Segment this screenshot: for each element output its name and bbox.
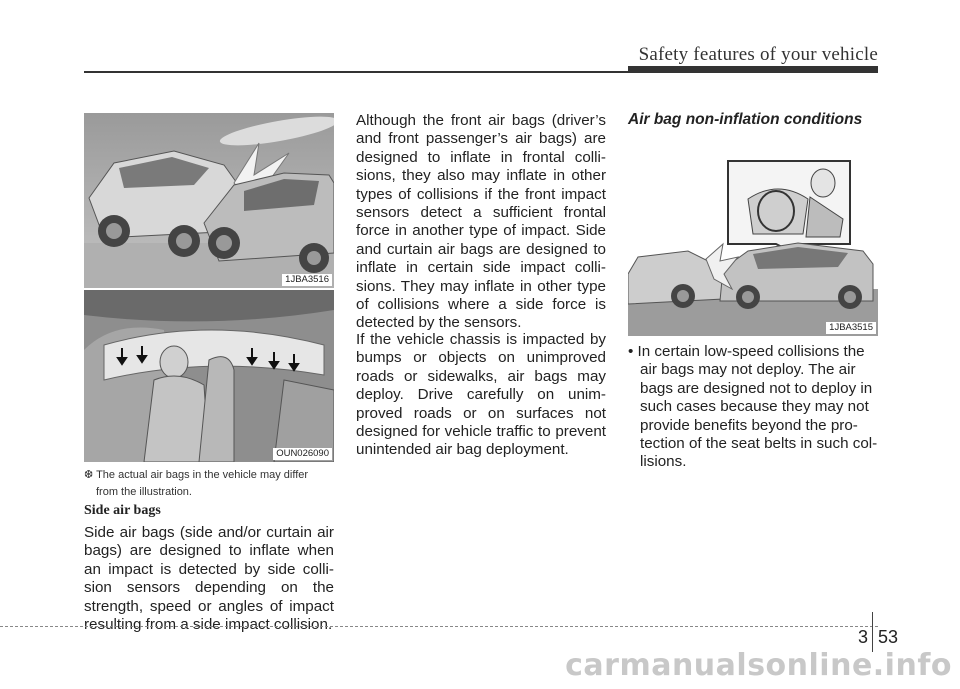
text-line: Although the front air bags (driver’s <box>356 112 606 129</box>
text-line: sions. They may inflate in other type <box>356 277 606 295</box>
curtain-airbag-illustration <box>84 290 334 462</box>
side-air-bags-heading: Side air bags <box>84 503 161 518</box>
text-line: bags) are designed to inflate when <box>84 542 334 560</box>
text-line: inflate in certain side impact colli- <box>356 259 606 277</box>
figure-code: 1JBA3516 <box>282 274 332 286</box>
side-collision-illustration <box>84 113 334 288</box>
text-line: designed for vehicle traffic to prevent <box>356 423 606 441</box>
text-line: • In certain low-speed collisions the <box>628 343 865 360</box>
footer-rule <box>0 626 878 627</box>
text-line: and curtain air bags are designed to <box>356 240 606 258</box>
text-line: of collisions where a side force is <box>356 296 606 314</box>
text-line: sensors detect a sufficient frontal <box>356 204 606 222</box>
text-line: Side air bags (side and/or curtain air <box>84 524 334 541</box>
text-line: provide benefits beyond the pro- <box>640 416 858 434</box>
text-line: roads or sidewalks, air bags may <box>356 367 606 385</box>
note-line: ❆ The actual air bags in the vehicle may differ <box>84 469 309 481</box>
text-line: lisions. <box>640 453 687 471</box>
text-line: deploy. Drive carefully on unim- <box>356 386 606 404</box>
text-line: force in another type of impact. Side <box>356 222 606 240</box>
text-line: If the vehicle chassis is impacted by <box>356 331 606 348</box>
front-airbag-paragraph <box>356 112 606 333</box>
side-air-bags-body <box>84 524 334 634</box>
non-inflation-heading: Air bag non-inflation conditions <box>628 111 863 128</box>
low-speed-collision-illustration <box>628 139 878 336</box>
text-line: sion sensors depending on the <box>84 579 334 597</box>
note-line: from the illustration. <box>96 486 192 498</box>
text-line: types of collisions if the front impact <box>356 185 606 203</box>
figure-code: OUN026090 <box>273 448 332 460</box>
text-line: strength, speed or angles of impact <box>84 597 334 615</box>
text-line: tection of the seat belts in such col- <box>640 435 878 453</box>
low-speed-bullet <box>628 343 878 472</box>
text-line: unintended air bag deployment. <box>356 441 569 459</box>
text-line: bags are designed not to deploy in <box>640 379 873 397</box>
chassis-impact-paragraph <box>356 331 606 460</box>
watermark: carmanualsonline.info <box>565 648 952 683</box>
figure-code: 1JBA3515 <box>826 322 876 334</box>
text-line: resulting from a side impact collision. <box>84 616 333 634</box>
page-header-title: Safety features of your vehicle <box>638 44 878 65</box>
text-line: detected by the sensors. <box>356 314 522 332</box>
text-line: sions, they also may inflate in other <box>356 167 606 185</box>
illustration-note <box>84 467 334 501</box>
chapter-number: 3 <box>858 627 869 647</box>
text-line: such cases because they may not <box>640 398 869 416</box>
page-number: 53 <box>878 627 899 647</box>
text-line: bumps or objects on unimproved <box>356 349 606 367</box>
text-line: air bags may not deploy. The air <box>640 361 856 379</box>
page-number-separator <box>872 612 873 652</box>
text-line: proved roads or on surfaces not <box>356 404 606 422</box>
header-accent-bar <box>628 66 878 73</box>
text-line: and front passenger’s air bags) are <box>356 130 606 148</box>
text-line: an impact is detected by side colli- <box>84 560 334 578</box>
text-line: designed to inflate in frontal colli- <box>356 148 606 166</box>
